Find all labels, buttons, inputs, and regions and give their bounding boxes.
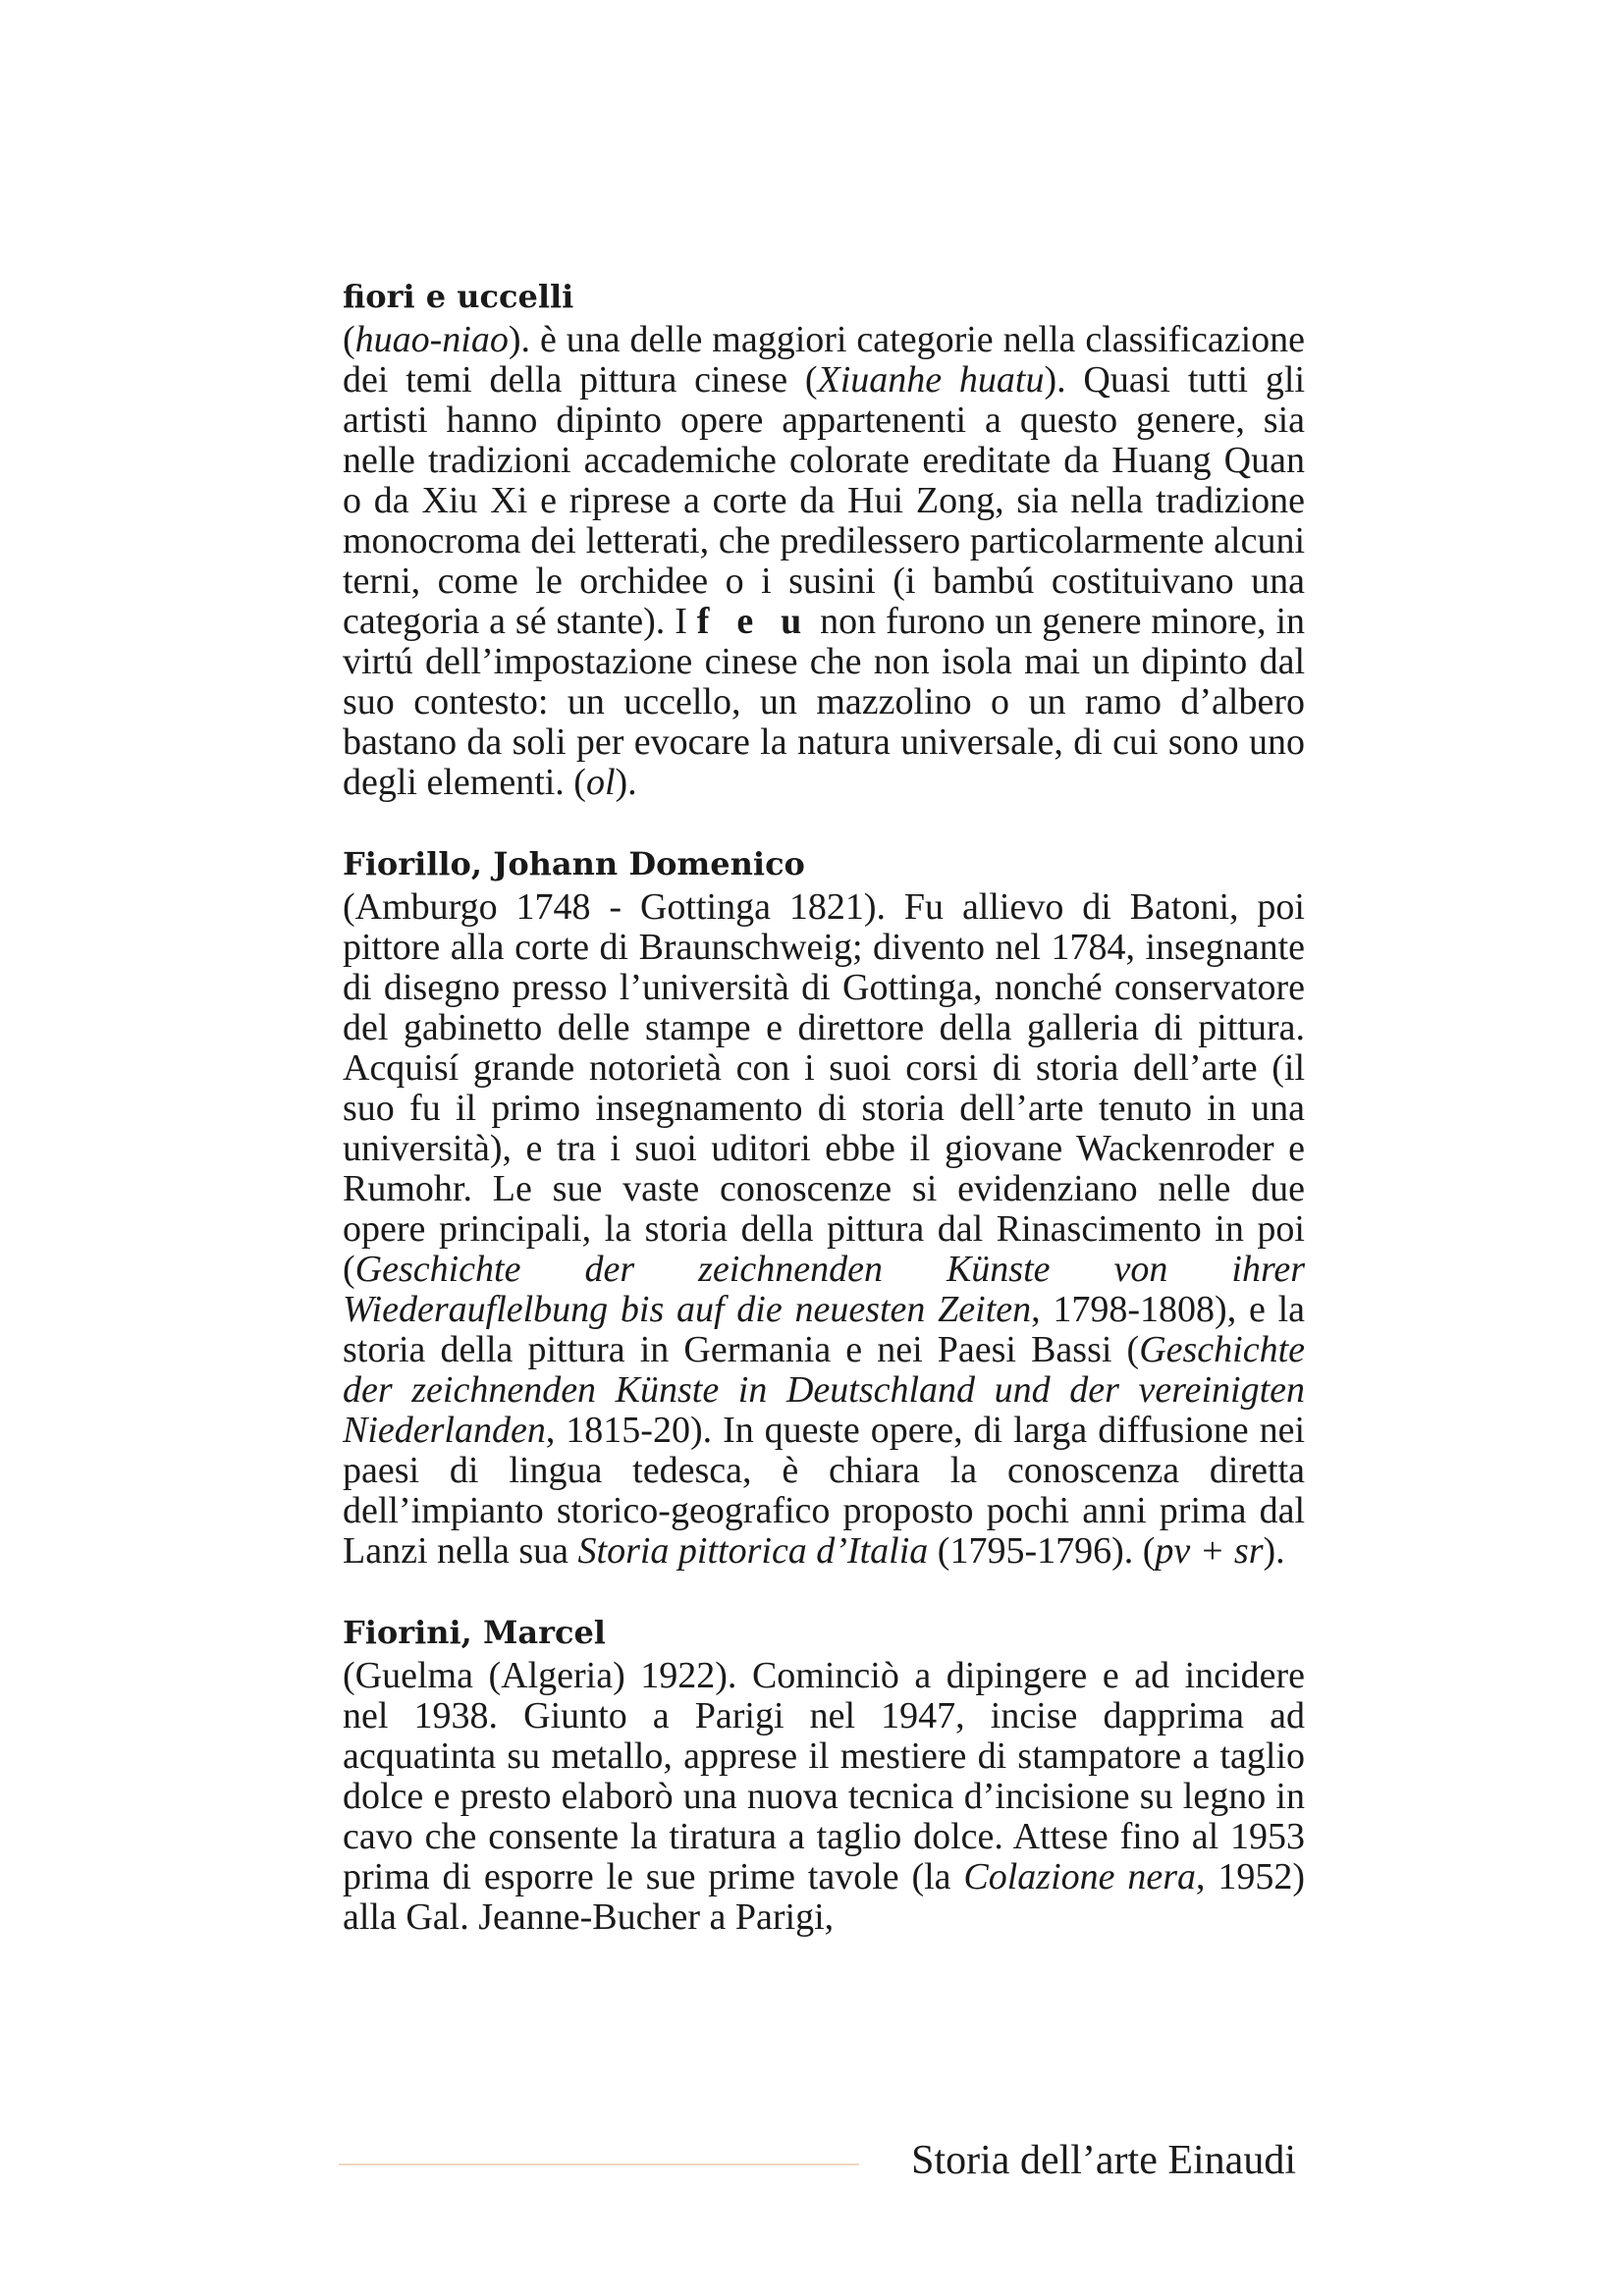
text-run: (1795-1796). ( bbox=[928, 1530, 1156, 1572]
entry-fiori-e-uccelli bbox=[343, 275, 1305, 803]
author-initials: pv + sr bbox=[1155, 1530, 1264, 1572]
text-run: ( bbox=[343, 319, 355, 360]
text-run-italic: huao-niao bbox=[354, 319, 509, 360]
text-run: , 1952) alla Gal. Jeanne-Bucher a Parigi, bbox=[343, 1856, 1305, 1938]
text-run-italic: Geschichte der zeichnenden Künste von ihrer Wiederauflelbung bis auf die neuesten Zeiten bbox=[343, 1249, 1305, 1330]
footer-rule bbox=[339, 2163, 859, 2165]
text-run: (Guelma (Algeria) 1922). Cominciò a dipingere e ad incidere nel 1938. Giunto a Parigi nel 1947, incise dapprima ad acquatinta su metallo, apprese il mestiere di stampatore a taglio dolce e presto elaborò una nuova tecnica d’incisione su legno in cavo che consente la tiratura a taglio dolce. Attese fino al 1953 prima di esporre le sue prime tavole (la bbox=[343, 1655, 1305, 1897]
text-run: (Amburgo 1748 - Gottinga 1821). Fu allievo di Batoni, poi pittore alla corte di Braunschweig; divento nel 1784, insegnante di disegno presso l’università di Gottinga, nonché conservatore del gabinetto delle stampe e direttore della galleria di pittura. Acquisí grande notorietà con i suoi corsi di storia dell’arte (il suo fu il primo insegnamento di storia dell’arte tenuto in una università), e tra i suoi uditori ebbe il giovane Wackenroder e Rumohr. Le sue vaste conoscenze si evidenziano nelle due opere principali, la storia della pittura dal Rinascimento in poi ( bbox=[343, 886, 1305, 1290]
text-run: non furono un genere minore, in virtú dell’impostazione cinese che non isola mai un dipinto dal suo contesto: un uccello, un mazzolino o un ramo d’albero bastano da soli per evocare la natura universale, di cui sono uno degli elementi. ( bbox=[343, 601, 1306, 803]
text-run: ). è una delle maggiori categorie nella classificazione dei temi della pittura cinese ( bbox=[343, 319, 1305, 400]
entry-title: fiori e uccelli bbox=[343, 278, 574, 315]
entry-text bbox=[343, 887, 1305, 1572]
text-run-italic: Xiuanhe huatu bbox=[817, 359, 1045, 400]
text-run-spaced: f e u bbox=[696, 601, 811, 642]
text-run: ). Quasi tutti gli artisti hanno dipinto opere appartenenti a questo genere, sia nelle tradizioni accademiche colorate ereditate da Huang Quan o da Xiu Xi e riprese a corte da Hui Zong, sia nella tradizione monocroma dei letterati, che predilessero particolarmente alcuni terni, come le orchidee o i susini (i bambú costituivano una categoria a sé stante). I bbox=[343, 359, 1305, 642]
text-run-italic: Geschichte der zeichnenden Künste in Deutschland und der vereinigten Niederlanden bbox=[343, 1329, 1305, 1451]
text-run: , 1798-1808), e la storia della pittura in Germania e nei Paesi Bassi ( bbox=[343, 1289, 1305, 1370]
entry-title: Fiorini, Marcel bbox=[343, 1614, 606, 1651]
text-run: ). bbox=[1263, 1530, 1285, 1572]
entry-text bbox=[343, 320, 1305, 803]
text-run: , 1815-20). In queste opere, di larga diffusione nei paesi di lingua tedesca, è chiara la conoscenza diretta dell’impianto storico-geografico proposto pochi anni prima dal Lanzi nella sua bbox=[343, 1410, 1305, 1572]
entry-title: Fiorillo, Johann Domenico bbox=[343, 845, 805, 882]
footer-label: Storia dell’arte Einaudi bbox=[911, 2138, 1296, 2183]
text-run: ). bbox=[615, 762, 637, 803]
page-body bbox=[343, 275, 1305, 1977]
text-run-italic: Colazione nera bbox=[963, 1856, 1196, 1897]
entry-fiorillo bbox=[343, 842, 1305, 1572]
text-run-italic: Storia pittorica d’Italia bbox=[577, 1530, 929, 1572]
page-footer bbox=[339, 2136, 1296, 2185]
entry-fiorini bbox=[343, 1611, 1305, 1938]
entry-text bbox=[343, 1656, 1305, 1938]
author-initials: ol bbox=[585, 762, 616, 803]
